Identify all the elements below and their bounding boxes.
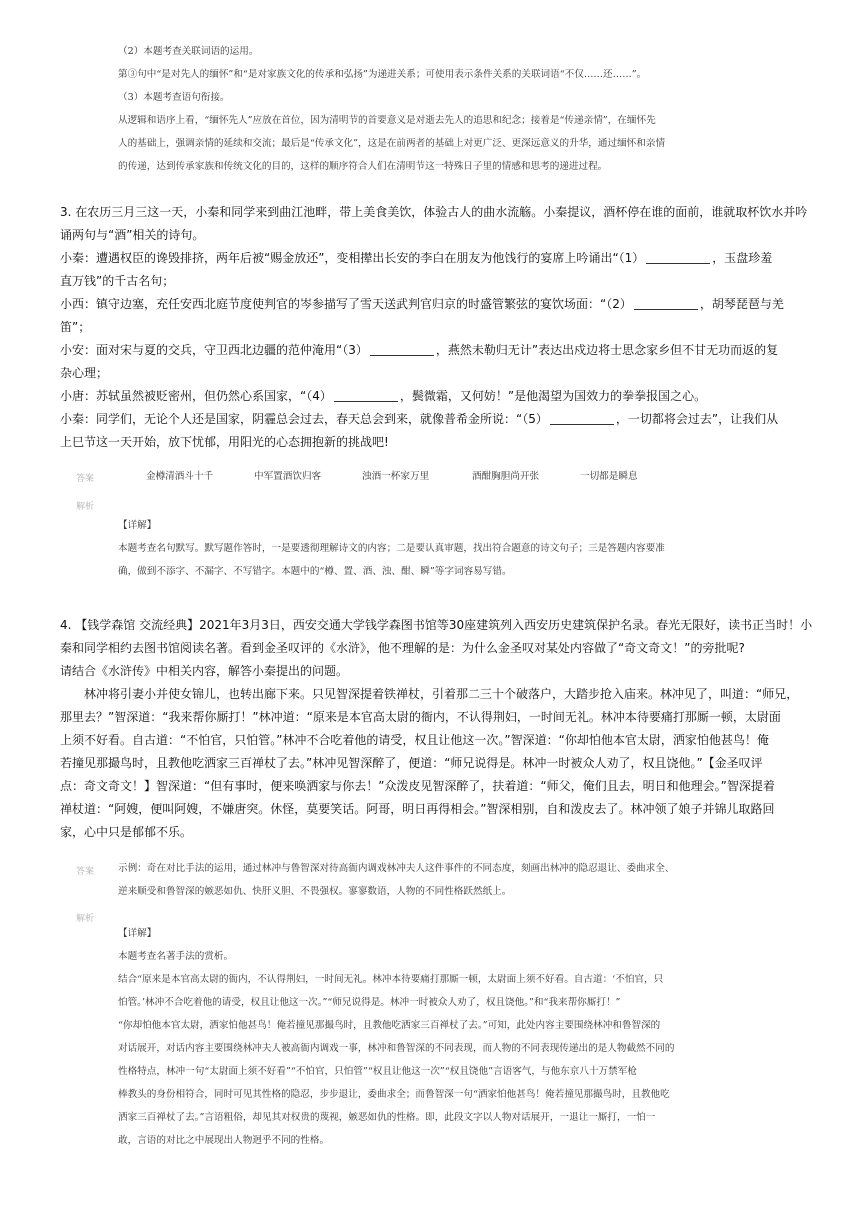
analysis-line: 本题考查名著手法的赏析。: [118, 951, 234, 962]
analysis-line: 棒教头的身份相符合，同时可见其性格的隐忍，步步退让，委曲求全；而鲁智深一句“洒家怕他甚鸟！俺若撞见那撮鸟时，且教他吃: [118, 1089, 670, 1100]
analysis-line: 敢，言语的对比之中展现出人物迥乎不同的性格。: [118, 1135, 330, 1146]
q4-line: 秦和同学相约去图书馆阅读名著。看到金圣叹评的《水浒》，他不理解的是：为什么金圣叹对某处内容做了“奇文奇文！”的旁批呢?: [60, 641, 745, 655]
q3-line: 小唐：苏轼虽然被贬密州，但仍然心系国家，“（4） ，鬓微霜，又何妨！”是他渴望为国效力的拳拳报国之心。: [60, 389, 707, 403]
analysis-line: 结合“原来是本官高太尉的衙内，不认得荆妇，一时间无礼。林冲本待要痛打那厮一顿，太尉面上须不好看。自古道：‘不怕官，只: [118, 974, 664, 985]
analysis-label: 解析: [76, 502, 95, 512]
q3-line: 3. 在农历三月三这一天，小秦和同学来到曲江池畔，带上美食美饮，体验古人的曲水流觞。小秦提议，酒杯停在谁的面前，谁就取杯饮水并吟: [60, 205, 808, 219]
q4-analysis: [118, 922, 848, 1152]
q4-line: 4. 【钱学森馆 交流经典】2021年3月3日，西安交通大学钱学森图书馆等30座建筑列入西安历史建筑保护名录。春光无限好，读书正当时！小: [60, 618, 813, 632]
analysis-line: 洒家三百禅杖了去。”言语粗俗，却见其对权贵的蔑视，嫉恶如仇的性格。即，此段文字以人物对话展开，一退让一厮打，一怕一: [118, 1112, 656, 1123]
q3-line: 小安：面对宋与夏的交兵，守卫西北边疆的范仲淹用“（3） ，燕然未勒归无计”表达出戍边将士思念家乡但不甘无功而返的复: [60, 343, 779, 357]
analysis-line: 对话展开，对话内容主要围绕林冲夫人被高衙内调戏一事，林冲和鲁智深的不同表现，而人物的不同表现传递出的是人物截然不同的: [118, 1043, 675, 1054]
q3-line: 小秦：同学们，无论个人还是国家，阴霾总会过去，春天总会到来，就像普希金所说：“（5） ，一切都将会过去”，让我们从: [60, 412, 779, 426]
q4-line: 请结合《水浒传》中相关内容，解答小秦提出的问题。: [60, 664, 349, 678]
q3-answers: [146, 468, 638, 482]
question-4: [60, 614, 850, 844]
analysis-line: 本题考查名句默写。默写题作答时，一是要透彻理解诗文的内容；二是要认真审题，找出符合题意的诗文句子；三是答题内容要准: [118, 543, 665, 554]
analysis-label: 解析: [76, 914, 95, 924]
blank-1: [646, 251, 710, 264]
answer-2: 中军置酒饮归客: [254, 471, 322, 482]
blank-3: [370, 343, 434, 356]
q3-line: 上巳节这一天开始，放下忧郁，用阳光的心态拥抱新的挑战吧!: [60, 435, 389, 449]
question-3: [60, 201, 850, 454]
q4-answer: [118, 857, 838, 903]
q3-line: 直万钱”的千古名句；: [60, 274, 175, 288]
answer-label: 答案: [76, 867, 95, 877]
top-line: 人的基础上，强调亲情的延续和交流；最后是“传承文化”，这是在前两者的基础上对更广泛、更深远意义的升华，通过缅怀和亲情: [118, 138, 666, 149]
analysis-line: 【详解】: [118, 928, 157, 939]
q3-line: 笛”；: [60, 320, 91, 334]
answer-label: 答案: [76, 474, 95, 484]
answer-line: 逆来顺受和鲁智深的嫉恶如仇、快肝义胆、不畏强权。寥寥数语，人物的不同性格跃然纸上。: [118, 886, 512, 897]
analysis-line: “你却怕他本官太尉，洒家怕他甚鸟！俺若撞见那撮鸟时，且教他吃洒家三百禅杖了去。”可知，此处内容主要围绕林冲和鲁智深的: [118, 1020, 661, 1031]
q3-line: 诵两句与“酒”相关的诗句。: [60, 228, 205, 242]
answer-3: 浊酒一杯家万里: [362, 471, 430, 482]
analysis-line: 性格特点，林冲一句“太尉面上须不好看”“不怕官，只怕管”“权且让他这一次”“权且饶他”言语客气，与他东京八十万禁军枪: [118, 1066, 637, 1077]
blank-5: [550, 412, 614, 425]
answer-line: 示例：奇在对比手法的运用，通过林冲与鲁智深对待高衙内调戏林冲夫人这件事件的不同态度，刻画出林冲的隐忍退让、委曲求全、: [118, 863, 675, 874]
q3-analysis: [118, 514, 838, 583]
q3-line: 小秦：遭遇权臣的谗毁排挤，两年后被“赐金放还”，变相撵出长安的李白在朋友为他饯行的宴席上吟诵出“（1） ，玉盘珍羞: [60, 251, 773, 265]
analysis-line: 确，做到不添字、不漏字、不写错字。本题中的“樽、置、酒、浊、酣、瞬”等字词容易写错。: [118, 566, 512, 577]
top-line: 第③句中“是对先人的缅怀”和“是对家族文化的传承和弘扬”为递进关系；可使用表示条件关系的关联词语“不仅……还……”。: [118, 69, 647, 80]
q3-line: 杂心理；: [60, 366, 109, 380]
analysis-line: 怕管。’林冲不合吃着他的请受，权且让他这一次。”“师兄说得是。林冲一时被众人劝了，权且饶他。”和“我来帮你厮打！”: [118, 997, 621, 1008]
q4-passage-line: 那里去？”智深道：“我来帮你厮打！”林冲道：“原来是本官高太尉的衙内，不认得荆妇，一时间无礼。林冲本待要痛打那厮一顿，太尉面: [60, 710, 781, 724]
top-analysis: [118, 40, 838, 178]
analysis-line: 【详解】: [118, 520, 157, 531]
top-line: 的传递，达到传承家族和传统文化的目的，这样的顺序符合人们在清明节这一特殊日子里的情感和思考的递进过程。: [118, 161, 608, 172]
answer-5: 一切都是瞬息: [580, 471, 638, 482]
top-line: （2）本题考查关联词语的运用。: [118, 46, 259, 57]
q3-line: 小西：镇守边塞，充任安西北庭节度使判官的岑参描写了雪天送武判官归京的时盛管繁弦的宴饮场面：“（2） ，胡琴琵琶与羌: [60, 297, 784, 311]
answer-1: 金樽清酒斗十千: [146, 471, 214, 482]
blank-4: [334, 389, 398, 402]
q4-passage-line: 上须不好看。自古道：“不怕官，只怕管。”林冲不合吃着他的请受，权且让他这一次。”智深道：“你却怕他本官太尉，洒家怕他甚鸟！俺: [60, 733, 769, 747]
blank-2: [634, 297, 698, 310]
top-line: 从逻辑和语序上看，“缅怀先人”应放在首位，因为清明节的首要意义是对逝去先人的追思和纪念；接着是“传递亲情”，在缅怀先: [118, 115, 656, 126]
q4-passage-line: 林冲将引妻小并使女锦儿，也转出廊下来。只见智深提着铁禅杖，引着那二三十个破落户，大踏步抢入庙来。林冲见了，叫道：“师兄，: [84, 687, 799, 701]
q4-passage-line: 点：奇文奇文！】智深道：“但有事时，便来唤洒家与你去！”众泼皮见智深醉了，扶着道：“师父，俺们且去，明日和他理会。”智深提着: [60, 779, 775, 793]
q4-passage-line: 家，心中只是郁郁不乐。: [60, 825, 193, 839]
top-line: （3）本题考查语句衔接。: [118, 92, 230, 103]
answer-4: 酒酣胸胆尚开张: [472, 471, 540, 482]
q4-passage-line: 若撞见那撮鸟时，且教他吃洒家三百禅杖了去。”林冲见智深醉了，便道：“师兄说得是。林冲一时被众人劝了，权且饶他。”【金圣叹评: [60, 756, 763, 770]
q4-passage-line: 禅杖道：“阿嫂，便叫阿嫂，不嫌唐突。休怪，莫要笑话。阿哥，明日再得相会。”智深相别，自和泼皮去了。林冲领了娘子并锦儿取路回: [60, 802, 775, 816]
